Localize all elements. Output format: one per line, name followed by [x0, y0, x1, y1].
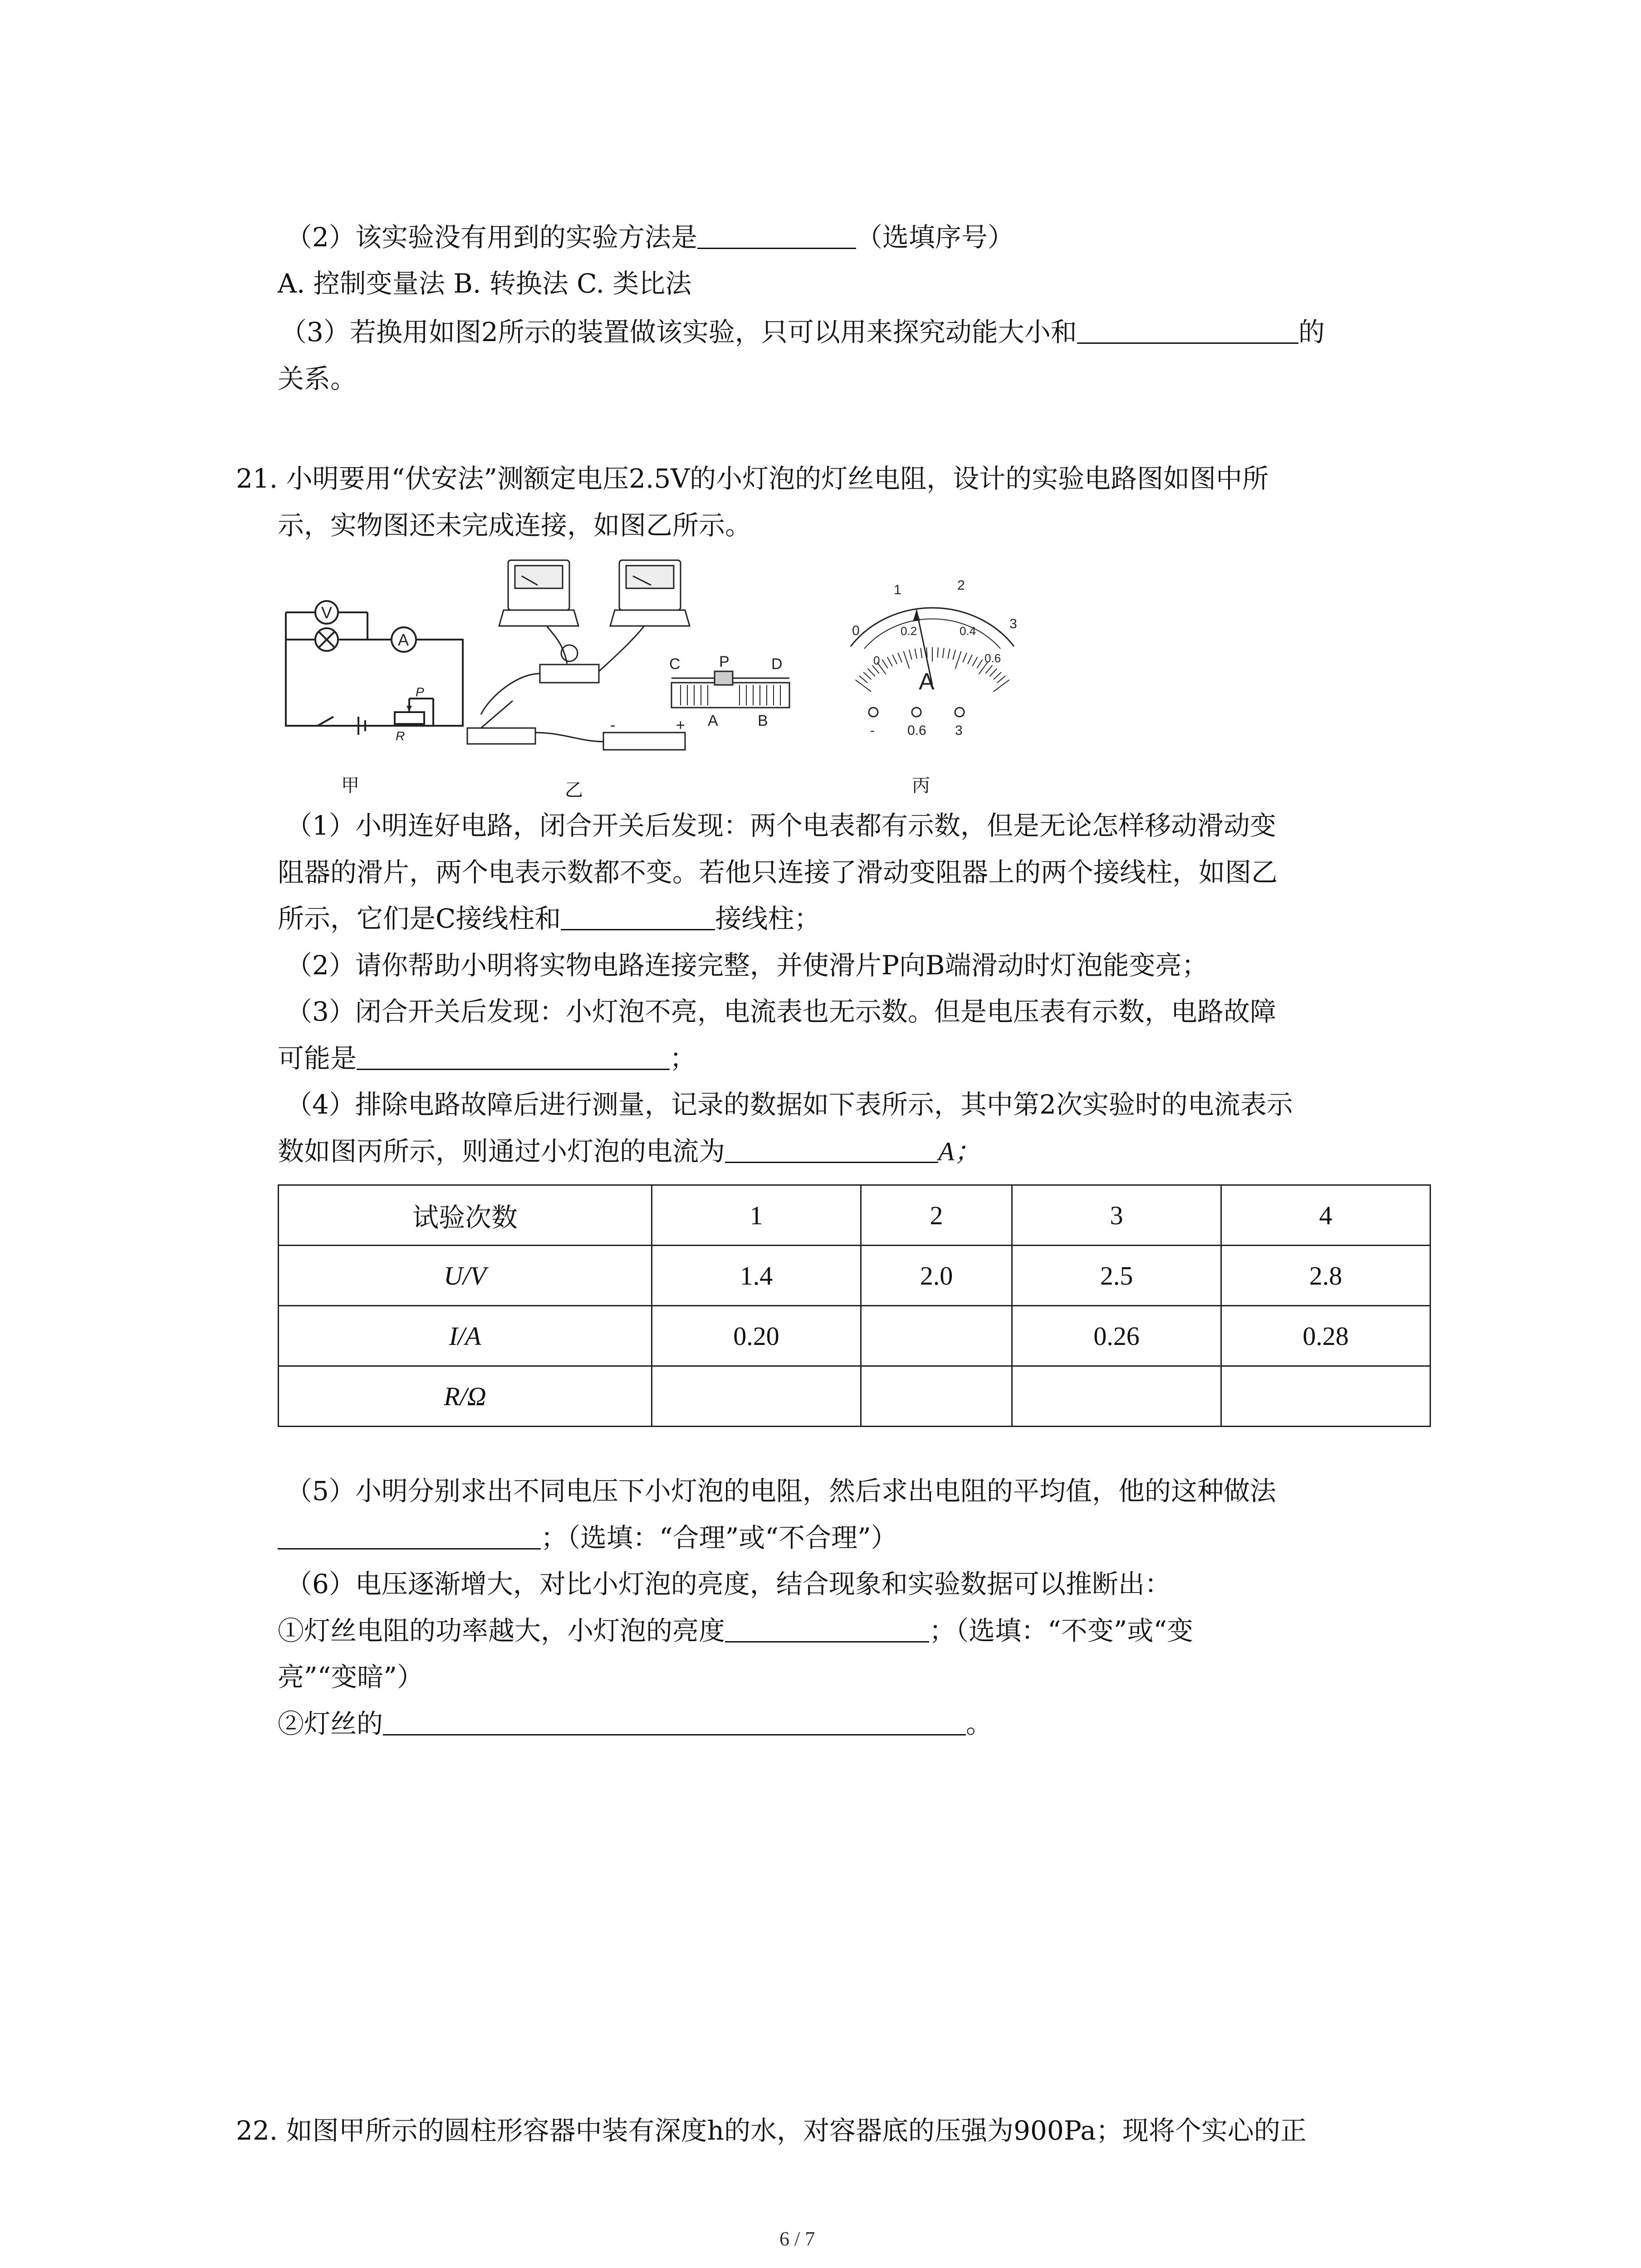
table-cell: 2.5	[1012, 1246, 1221, 1306]
rheostat-terminal-b: B	[758, 712, 768, 729]
table-header-cell: 4	[1221, 1185, 1430, 1246]
q20-part3-line2: 关系。	[278, 363, 357, 394]
table-cell: 2.0	[861, 1246, 1012, 1306]
measurement-table	[278, 1184, 1431, 1427]
q21-part1-line1: （1）小明连好电路，闭合开关后发现：两个电表都有示数，但是无论怎样移动滑动变	[286, 810, 1276, 841]
dial-tick	[909, 650, 912, 660]
dial-tick	[868, 669, 875, 676]
figure-yi-apparatus	[463, 551, 808, 760]
q20-part3-blank[interactable]	[1077, 319, 1298, 344]
q21-part6-line1: （6）电压逐渐增大，对比小灯泡的亮度，结合现象和实验数据可以推断出：	[286, 1569, 1171, 1599]
figure-jia-circuit-diagram	[281, 594, 472, 744]
q20-part2-blank[interactable]	[697, 224, 856, 249]
dial-tick	[892, 655, 897, 664]
dial-tick	[989, 669, 997, 676]
table-cell: 0.28	[1221, 1306, 1430, 1366]
slider-label: P	[416, 685, 424, 699]
q21-part6-a: ①灯丝电阻的功率越大，小灯泡的亮度 ；（选填：“不变”或“变	[278, 1615, 1193, 1646]
q21-part6-a-line2: 亮”“变暗”）	[278, 1662, 423, 1692]
q21-part3-line2: 可能是 ；	[278, 1043, 696, 1074]
q21-part5-line1: （5）小明分别求出不同电压下小灯泡的电阻，然后求出电阻的平均值，他的这种做法	[286, 1476, 1276, 1506]
dial-tick	[994, 680, 1009, 692]
dial-tick	[855, 680, 871, 692]
dial-unit-label: A	[919, 669, 935, 695]
table-row	[279, 1366, 1430, 1427]
q21-part5-line2: ；（选填：“合理”或“不合理”）	[278, 1522, 897, 1554]
dial-tick	[963, 653, 967, 662]
dial-upper-tick-label: 2	[957, 578, 965, 593]
table-header-cell: 试验次数	[279, 1185, 652, 1246]
dial-tick	[915, 649, 916, 659]
dial-tick	[863, 672, 871, 679]
q21-part6b-blank[interactable]	[383, 1711, 966, 1735]
q21-part5-blank[interactable]	[278, 1525, 541, 1549]
dial-tick	[921, 648, 922, 658]
table-cell: 1.4	[652, 1246, 861, 1306]
table-row-label: R/Ω	[279, 1366, 652, 1427]
table-header-row	[279, 1185, 1430, 1246]
rheostat-terminal-d: D	[771, 655, 783, 673]
page-number: 6 / 7	[779, 2228, 815, 2250]
dial-tick	[859, 676, 867, 683]
dial-tick	[948, 649, 950, 659]
caption-bing: 丙	[912, 775, 930, 796]
dial-upper-tick-label: 3	[1009, 616, 1017, 631]
dial-lower-tick-label: 0.6	[985, 651, 1001, 665]
q21-part1-blank[interactable]	[561, 905, 715, 930]
battery-negative-label: -	[610, 717, 616, 734]
dial-tick	[898, 653, 902, 662]
table-cell[interactable]	[1221, 1366, 1430, 1427]
dial-tick	[997, 676, 1005, 683]
q21-part3-line1: （3）闭合开关后发现：小灯泡不亮，电流表也无示数。但是电压表有示数，电路故障	[286, 996, 1276, 1027]
dial-terminal-06: 0.6	[907, 723, 926, 738]
table-row	[279, 1246, 1430, 1306]
table-header-cell: 2	[861, 1185, 1012, 1246]
resistor-label: R	[396, 729, 405, 743]
table-row-label: I/A	[279, 1306, 652, 1366]
table-row-label: U/V	[279, 1246, 652, 1306]
q21-part4-line1: （4）排除电路故障后进行测量，记录的数据如下表所示，其中第2次实验时的电流表示	[286, 1089, 1293, 1120]
dial-lower-tick-label: 0.2	[901, 624, 917, 638]
q21-part6a-blank[interactable]	[725, 1618, 929, 1642]
caption-jia: 甲	[341, 775, 359, 796]
q21-part2: （2）请你帮助小明将实物电路连接完整，并使滑片P向B端滑动时灯泡能变亮；	[286, 950, 1208, 981]
dial-tick	[977, 660, 983, 668]
dial-tick	[968, 655, 972, 664]
q20-options: A. 控制变量法 B. 转换法 C. 类比法	[278, 268, 692, 299]
q21-part6-b: ②灯丝的 。	[278, 1708, 993, 1739]
table-header-cell: 1	[652, 1185, 861, 1246]
ammeter-symbol-label: A	[398, 631, 409, 649]
q21-part1-line2: 阻器的滑片，两个电表示数都不变。若他只连接了滑动变阻器上的两个接线柱，如图乙	[278, 857, 1278, 888]
dial-tick	[903, 651, 909, 669]
q20-part3-line1: （3）若换用如图2所示的装置做该实验，只可以用来探究动能大小和 的	[280, 317, 1325, 347]
dial-tick	[887, 657, 892, 666]
table-header-cell: 3	[1012, 1185, 1221, 1246]
caption-yi: 乙	[565, 780, 583, 801]
dial-tick	[994, 672, 1001, 679]
q21-part1-line3: 所示，它们是C接线柱和 接线柱；	[278, 903, 821, 934]
dial-tick	[953, 650, 955, 660]
table-cell: 0.20	[652, 1306, 861, 1366]
figure-bing-ammeter-dial	[826, 567, 1039, 748]
dial-lower-tick-label: 0	[873, 654, 880, 667]
table-cell[interactable]	[652, 1366, 861, 1427]
table-cell: 2.8	[1221, 1246, 1430, 1306]
dial-upper-tick-label: 0	[852, 623, 860, 638]
q21-stem-line1: 21. 小明要用“伏安法”测额定电压2.5V的小灯泡的灯丝电阻，设计的实验电路图如图中所	[236, 463, 1269, 494]
battery-positive-label: +	[676, 717, 685, 734]
table-cell[interactable]	[861, 1306, 1012, 1366]
q21-part4-line2: 数如图丙所示，则通过小灯泡的电流为 A；	[278, 1136, 981, 1167]
dial-tick	[955, 651, 961, 669]
table-row	[279, 1306, 1430, 1366]
rheostat-terminal-a: A	[708, 712, 718, 729]
q22-stem-line1: 22. 如图甲所示的圆柱形容器中装有深度h的水，对容器底的压强为900Pa；现将个实心的正	[236, 2115, 1307, 2146]
table-cell[interactable]	[861, 1366, 1012, 1427]
dial-terminal-neg: -	[870, 723, 875, 738]
dial-tick	[972, 657, 977, 666]
table-cell: 0.26	[1012, 1306, 1221, 1366]
rheostat-terminal-c: C	[669, 655, 681, 673]
table-cell[interactable]	[1012, 1366, 1221, 1427]
dial-tick	[937, 647, 938, 657]
q21-stem-line2: 示，实物图还未完成连接，如图乙所示。	[278, 510, 752, 541]
dial-upper-tick-label: 1	[894, 582, 901, 597]
dial-tick	[985, 665, 992, 674]
voltmeter-symbol-label: V	[321, 603, 333, 622]
q20-part2: （2）该实验没有用到的实验方法是 （选填序号）	[286, 222, 1014, 253]
dial-tick	[882, 660, 888, 668]
q21-part3-blank[interactable]	[357, 1045, 670, 1070]
dial-terminal-3: 3	[955, 723, 963, 738]
dial-lower-tick-label: 0.4	[960, 624, 976, 638]
q21-part4-blank[interactable]	[725, 1138, 938, 1163]
dial-tick	[943, 648, 944, 658]
rheostat-terminal-p: P	[719, 653, 730, 670]
